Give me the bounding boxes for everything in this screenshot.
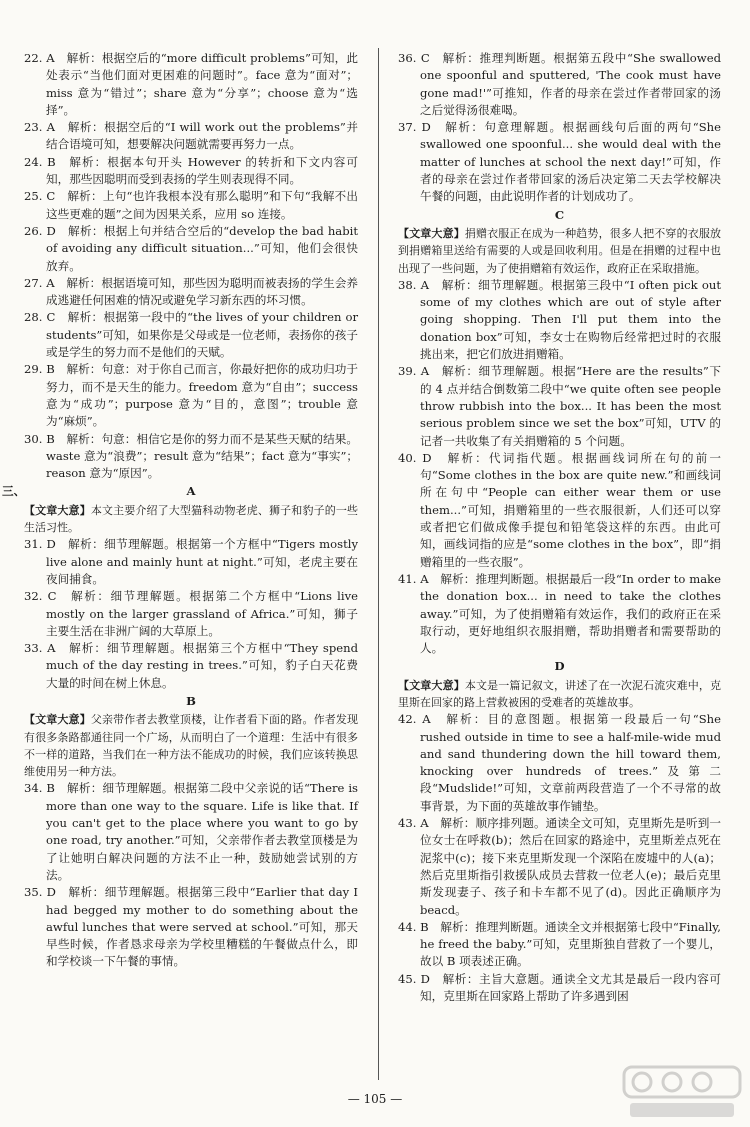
page-number: — 105 — xyxy=(347,1092,403,1106)
answer-item: 30. B 解析：句意：相信它是你的努力而不是某些天赋的结果。waste 意为“浪费”；result 意为“结果”；fact 意为“事实”；reason 意为“原因”。 xyxy=(24,431,358,481)
answer-list-d xyxy=(398,711,721,1005)
answer-item: 32. C 解析：细节理解题。根据第二个方框中“Lions live mostly on the larger grassland of Africa.”可知，狮子主要生活在非洲广阔的大草原上。 xyxy=(24,589,358,638)
article-summary-a xyxy=(24,502,358,537)
answer-list xyxy=(398,50,721,206)
answer-item: 44. B 解析：推理判断题。通读全文并根据第七段中“Finally, he freed the baby.”可知，克里斯独自营救了一个婴儿，故以 B 项表述正确。 xyxy=(398,919,721,969)
section-title-c: C xyxy=(554,207,565,222)
summary-text: 捐赠衣服正在成为一种趋势，很多人把不穿的衣服放到捐赠箱里送给有需要的人或是回收利用。但是在捐赠的过程中也出现了一些问题，为了使捐赠箱有效运作，政府正在采取措施。 xyxy=(398,226,722,275)
answer-item: 25. C 解析：上句“也许我根本没有那么聪明”和下句“我解不出这些更难的题”之间为因果关系，应用 so 连接。 xyxy=(24,189,358,221)
summary-tag: 【文章大意】 xyxy=(24,503,91,517)
answer-item: 34. B 解析：细节理解题。根据第二段中父亲说的话“There is more than one way to the square. Life is like that. If you can't get to the place where you want to go by one road, try another.”可知，父亲带作者去教堂顶楼是为了让她明白解决问题的方法不止一种，鼓励她尝试别的方法。 xyxy=(24,781,358,882)
answer-item: 41. A 解析：推理判断题。根据最后一段“In order to make the donation box... in need to take the clothes away.”可知，为了使捐赠箱有效运作，我们的政府正在采取行动，更好地组织衣服捐赠，帮助捐赠者和需要帮助的人。 xyxy=(398,571,721,656)
answer-item: 31. D 解析：细节理解题。根据第一个方框中“Tigers mostly live alone and mainly hunt at night.”可知，老虎主要在夜间捕食。 xyxy=(24,537,358,586)
answer-item: 43. A 解析：顺序排列题。通读全文可知，克里斯先是听到一位女士在呼救(b)；然后在回家的路途中，克里斯差点死在泥浆中(c)；接下来克里斯发现一个深陷在废墟中的人(a)；然后克里斯指引救援队成员去营救一位老人(e)；最后克里斯发现妻子、孩子和卡车都不见了(d)。因此正确顺序为 beacd。 xyxy=(398,816,721,917)
answer-item: 23. A 解析：根据空后的“I will work out the problems”并结合语境可知，想要解决问题就需要再努力一点。 xyxy=(24,120,358,152)
answer-item: 37. D 解析：句意理解题。根据画线句后面的两句“She swallowed one spoonful... she would deal with the matter of lunches at school the next day!”可知，作者的母亲在尝过作者带回家的汤后决定第二天去学校解决午餐的问题，由此说明作者的计划成功了。 xyxy=(398,120,721,204)
summary-text: 本文是一篇记叙文，讲述了在一次泥石流灾难中，克里斯在回家的路上营救被困的受难者的英雄故事。 xyxy=(398,678,722,709)
watermark-logo xyxy=(622,1063,742,1121)
answer-item: 42. A 解析：目的意图题。根据第一段最后一句“She rushed outside in time to see a half-mile-wide mud and sand thundering down the hill toward them, knocking over hundreds of trees.”及第二段“Mudslide!”可知，文章前两段营造了一个不寻常的故事背景，为下面的英雄故事作铺垫。 xyxy=(398,712,721,813)
answer-list-a xyxy=(24,536,358,692)
summary-tag: 【文章大意】 xyxy=(24,713,91,727)
answer-item: 35. D 解析：细节理解题。根据第三段中“Earlier that day I had begged my mother to do something about the awful lunches that were served at school.”可知，那天早些时候，作者恳求母亲为学校里糟糕的午餐做点什么，即和学校谈一下午餐的事情。 xyxy=(24,885,358,969)
answer-item: 39. A 解析：细节理解题。根据“Here are the results”下的 4 点并结合倒数第二段中“we quite often see people throw rubbish into the box... It has been the most serious problem since we set the box”可知，UTV 的记者一共收集了有关捐赠箱的 5 个问题。 xyxy=(398,364,721,448)
answer-item: 28. C 解析：根据第一段中的“the lives of your children or students”可知，如果你是父母或是一位老师，表扬你的孩子或是学生的努力而不是他们的天赋。 xyxy=(24,310,358,360)
right-column xyxy=(398,50,721,1005)
section-title-d: D xyxy=(554,659,565,674)
answer-item: 45. D 解析：主旨大意题。通读全文尤其是最后一段内容可知，克里斯在回家路上帮助了许多遇到困 xyxy=(398,971,721,1004)
answer-item: 38. A 解析：细节理解题。根据第三段中“I often pick out some of my clothes which are out of style after going shopping. Then I'll put them into the donation box”可知，李女士在购物后经常把过时的衣服挑出来，把它们放进捐赠箱。 xyxy=(398,277,721,362)
answer-item: 26. D 解析：根据上句并结合空后的“develop the bad habit of avoiding any difficult situation...”可知，他们会很快放弃。 xyxy=(24,223,358,273)
summary-text: 父亲带作者去教堂顶楼，让作者看下面的路。作者发现有很多条路都通往同一个广场，从而明白了一个道理：生活中有很多不一样的道路，当我们在一种方法不能成功的时候，我们应该转换思维使用另一种方法。 xyxy=(24,713,358,779)
answer-item: 29. B 解析：句意：对于你自己而言，你最好把你的成功归功于努力，而不是天生的能力。freedom 意为“自由”；success 意为“成功”；purpose 意为“目的，意图”；trouble 意为“麻烦”。 xyxy=(24,362,358,429)
answer-list-b xyxy=(24,780,358,970)
answer-item: 24. B 解析：根据本句开头 However 的转折和下文内容可知，那些因聪明而受到表扬的学生则表现得不同。 xyxy=(24,154,358,187)
answer-item: 36. C 解析：推理判断题。根据第五段中“She swallowed one spoonful and sputtered, 'The cook must have gone mad!'”可推知，作者的母亲在尝过作者带回家的汤之后觉得汤很难喝。 xyxy=(398,51,721,117)
summary-tag: 【文章大意】 xyxy=(398,678,465,692)
part-three xyxy=(2,483,358,500)
answer-list-c xyxy=(398,277,721,658)
answer-item: 40. D 解析：代词指代题。根据画线词所在句的前一句“Some clothes in the box are quite new.”和画线词所在句中“People can either wear them or use them...”可知，捐赠箱里的一些衣服很新，人们还可以穿或者把它们做成像手提包和铅笔袋这样的东西。由此可知，画线词指的应是“some clothes in the box”，即“捐赠箱里的一些衣服”。 xyxy=(398,450,721,569)
article-summary-d xyxy=(398,677,721,712)
section-title-a: A xyxy=(186,484,196,499)
answer-item: 27. A 解析：根据语境可知，那些因为聪明而被表扬的学生会养成逃避任何困难的情况或避免学习新东西的坏习惯。 xyxy=(24,275,358,308)
article-summary-b xyxy=(24,711,358,780)
part-number: 三、 xyxy=(2,484,26,499)
summary-tag: 【文章大意】 xyxy=(398,226,465,240)
answer-item: 22. A 解析：根据空后的“more difficult problems”可知，此处表示“当他们面对更困难的问题时”。face 意为“面对”；miss 意为“错过”；share 意为“分享”；choose 意为“选择”。 xyxy=(24,51,358,117)
left-column xyxy=(2,50,358,971)
column-divider xyxy=(378,48,379,1080)
article-summary-c xyxy=(398,225,721,277)
answer-item: 33. A 解析：细节理解题。根据第三个方框中“They spend much of the day resting in trees.”可知，豹子白天花费大量的时间在树上休息。 xyxy=(24,641,358,690)
answer-list xyxy=(24,50,358,482)
summary-text: 本文主要介绍了大型猫科动物老虎、狮子和豹子的一些生活习性。 xyxy=(24,503,358,535)
section-title-b: B xyxy=(186,693,196,708)
